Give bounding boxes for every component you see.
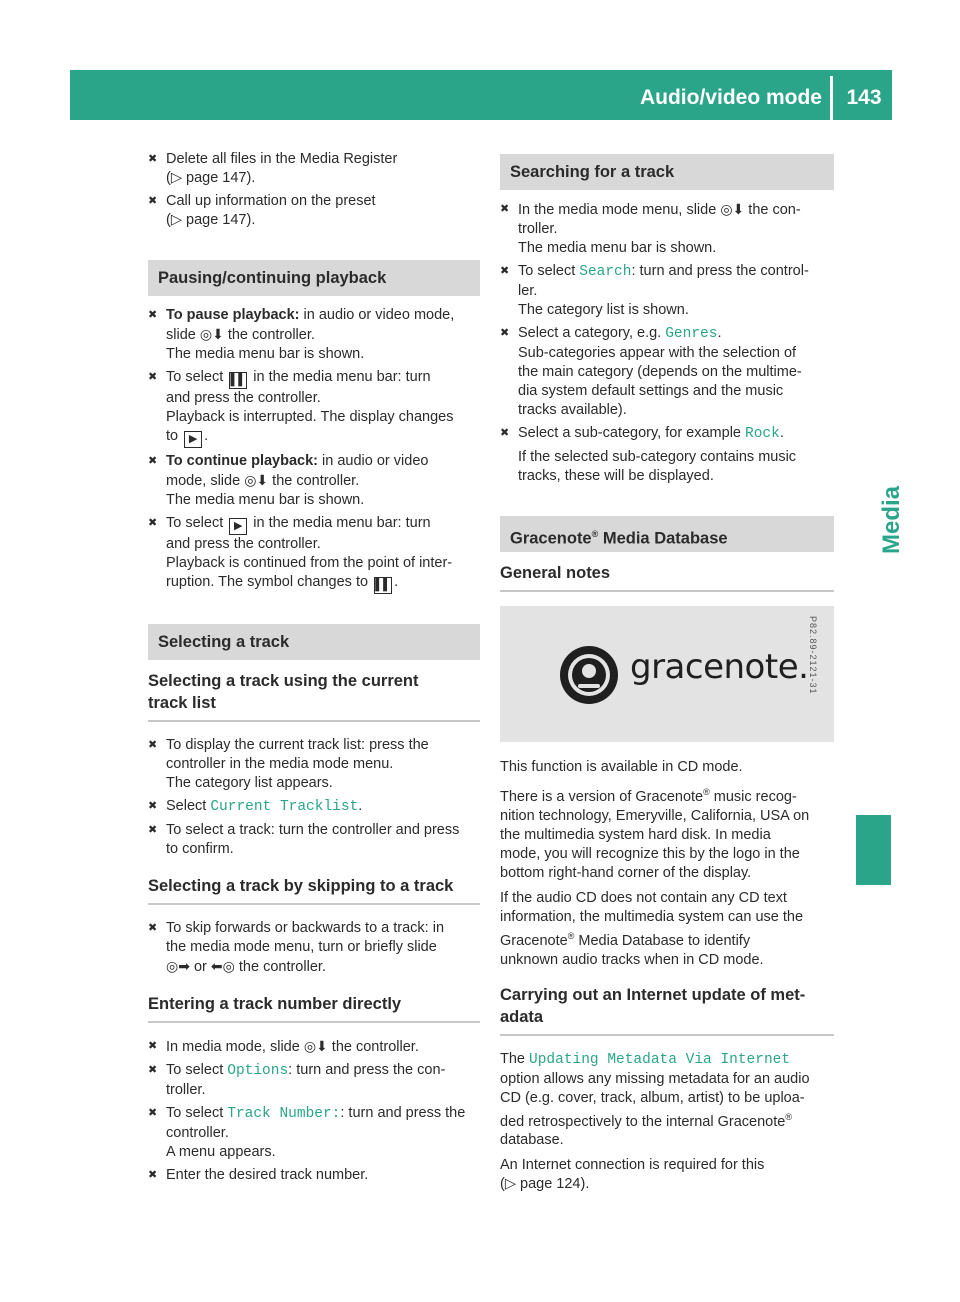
controller-slide-right-icon: ◎➡ (166, 958, 190, 974)
paragraph: If the audio CD does not contain any CD text information, the multimedia system can use the Gracenote® Media Database to identify unknown audio tracks when in CD mode. (500, 889, 804, 968)
section-heading-pausing: Pausing/continuing playback (148, 260, 480, 296)
paragraph: There is a version of Gracenote® music recog- nition technology, Emeryville, California, USA on the multimedia system hard disk. In media mode, you will recognize this by the logo in the bottom right-hand corner of the display. (500, 787, 810, 881)
side-label-text: Media (878, 485, 906, 555)
side-tab-marker (856, 815, 891, 885)
menu-option-search: Search (579, 264, 632, 280)
list-item: ✖ In the media mode menu, slide ◎⬇ the con- troller. The media menu bar is shown. (500, 200, 834, 258)
list-item: ✖ Call up information on the preset (▷ page 147). (148, 192, 480, 230)
play-icon: ▶ (229, 518, 247, 535)
menu-option-rock: Rock (745, 426, 780, 442)
paragraph: An Internet connection is required for this (▷ page 124). (500, 1157, 765, 1193)
side-label (872, 450, 912, 590)
controller-slide-down-icon: ◎⬇ (199, 326, 224, 342)
list-item: ✖ To select a track: turn the controller and press to confirm. (148, 821, 480, 859)
list-item: ✖ To pause playback: in audio or video mode, slide ◎⬇ the controller. The media menu bar is shown. (148, 306, 480, 364)
list-item: ✖ Select a sub-category, for example Rock. If the selected sub-category contains music tracks, these will be displayed. (500, 424, 834, 486)
subheading-current-track-list: Selecting a track using the current track list (148, 670, 480, 722)
page-title: Audio/video mode (639, 86, 822, 109)
section-heading-selecting: Selecting a track (148, 624, 480, 660)
page-number: 143 (846, 86, 882, 109)
list-item: ✖ Enter the desired track number. (148, 1166, 480, 1185)
list-item: ✖ Select Current Tracklist. (148, 797, 480, 817)
list-item: ✖ To select ▶ in the media menu bar: turn and press the controller. Playback is continued from the point of inter- ruption. The symbol changes to ▌▌ . (148, 514, 480, 594)
paragraph: This function is available in CD mode. (500, 759, 743, 775)
list-item: ✖ In media mode, slide ◎⬇ the controller. (148, 1037, 480, 1057)
subheading-track-number: Entering a track number directly (148, 993, 480, 1023)
controller-slide-down-icon: ◎⬇ (303, 1038, 328, 1054)
list-item: ✖ To select Track Number:: turn and press the controller. A menu appears. (148, 1104, 480, 1162)
subheading-general-notes: General notes (500, 562, 834, 592)
list-item: ✖ To skip forwards or backwards to a track: in the media mode menu, turn or briefly slide ◎➡ or ⬅◎ the controller. (148, 919, 480, 977)
section-heading-gracenote: Gracenote® Media Database (500, 516, 834, 552)
list-item: ✖ To continue playback: in audio or video mode, slide ◎⬇ the controller. The media menu bar is shown. (148, 452, 480, 510)
right-column (500, 150, 834, 1200)
subheading-skipping: Selecting a track by skipping to a track (148, 875, 480, 905)
gracenote-logo-image (500, 606, 834, 742)
header-divider (830, 76, 833, 120)
figure-code: P82.89-2121-31 (808, 616, 818, 695)
controller-slide-down-icon: ◎⬇ (244, 472, 269, 488)
list-item: ✖ To select Search: turn and press the control- ler. The category list is shown. (500, 262, 834, 320)
list-item: ✖ Select a category, e.g. Genres. Sub-categories appear with the selection of the main category (depends on the multime- dia system default settings and the music tracks available). (500, 324, 834, 420)
menu-option-options: Options (227, 1063, 289, 1079)
subheading-internet-update: Carrying out an Internet update of met- adata (500, 984, 834, 1036)
list-item: ✖ To select Options: turn and press the con- troller. (148, 1061, 480, 1100)
paragraph: The Updating Metadata Via Internet option allows any missing metadata for an audio CD (e.g. cover, track, album, artist) to be uploa- ded retrospectively to the internal Gracenote® database. (500, 1050, 810, 1149)
menu-option-updating-metadata: Updating Metadata Via Internet (529, 1051, 791, 1068)
menu-option-track-number: Track Number: (227, 1106, 341, 1122)
menu-option-genres: Genres (665, 326, 718, 342)
list-item: ✖ To select ▌▌ in the media menu bar: turn and press the controller. Playback is interrupted. The display changes to ▶ . (148, 368, 480, 448)
list-item: ✖ Delete all files in the Media Register (▷ page 147). (148, 150, 480, 188)
pause-icon: ▌▌ (229, 372, 247, 389)
section-heading-searching: Searching for a track (500, 154, 834, 190)
pause-icon: ▌▌ (374, 577, 392, 594)
play-icon: ▶ (184, 431, 202, 448)
controller-slide-left-icon: ⬅◎ (210, 958, 235, 974)
gracenote-logo-icon (558, 644, 620, 706)
list-item: ✖ To display the current track list: press the controller in the media mode menu. The category list appears. (148, 736, 480, 793)
menu-option-current-tracklist: Current Tracklist (210, 799, 359, 815)
controller-slide-down-icon: ◎⬇ (720, 201, 745, 217)
left-column (148, 150, 480, 1189)
gracenote-wordmark: gracenote. (630, 647, 809, 687)
